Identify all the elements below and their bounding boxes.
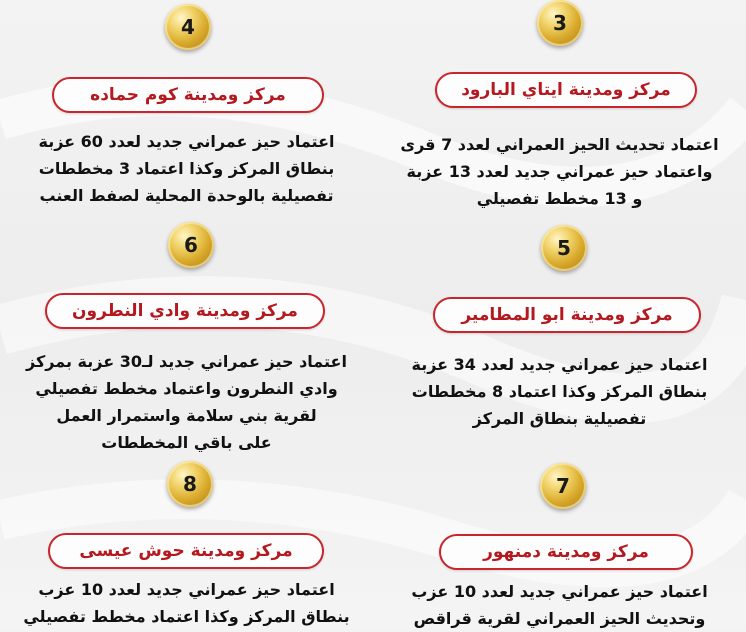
item-title: مركز ومدينة وادي النطرون [45,293,325,329]
description-line: اعتماد حيز عمراني جديد لـ30 عزبة بمركز [26,352,347,371]
item-title: مركز ومدينة ايتاي البارود [435,72,697,108]
description-line: وتحديث الحيز العمراني لقرية قراقص [413,609,706,628]
description-line: اعتماد حيز عمراني جديد لعدد 10 عزب [38,580,335,599]
number-badge [168,222,214,268]
item-title: مركز ومدينة حوش عيسى [48,533,324,569]
badge-number: 4 [181,15,195,39]
description-line: واعتماد حيز عمراني جديد لعدد 13 عزبة [406,162,713,181]
number-badge [167,461,213,507]
description-line: بنطاق المركز وكذا اعتماد مخطط تفصيلي [23,607,350,626]
description-line: تفصيلية بالوحدة المحلية لصفط العنب [39,186,334,205]
number-badge [537,0,583,46]
item-description [0,576,373,630]
description-line: على باقي المخططات [101,433,272,452]
item-title: مركز ومدينة دمنهور [439,534,693,570]
item-description [373,131,746,212]
badge-number: 8 [183,472,197,496]
badge-number: 3 [553,11,567,35]
item-description [0,348,373,456]
number-badge [541,225,587,271]
description-line: و 13 مخطط تفصيلي [476,189,643,208]
description-line: بنطاق المركز وكذا اعتماد 8 مخططات [411,382,708,401]
badge-number: 7 [556,474,570,498]
number-badge [540,463,586,509]
description-line: لقرية بني سلامة واستمرار العمل [56,406,317,425]
description-line: بنطاق المركز وكذا اعتماد 3 مخططات [38,159,335,178]
description-line: اعتماد تحديث الحيز العمراني لعدد 7 قرى [400,135,719,154]
item-description [373,578,746,632]
description-line: تفصيلية بنطاق المركز [472,409,647,428]
item-title: مركز ومدينة ابو المطامير [433,297,701,333]
description-line: اعتماد حيز عمراني جديد لعدد 60 عزبة [38,132,335,151]
number-badge [165,4,211,50]
description-line: اعتماد حيز عمراني جديد لعدد 10 عزب [411,582,708,601]
description-line: وادي النطرون واعتماد مخطط تفصيلي [35,379,338,398]
item-description [373,351,746,432]
badge-number: 6 [184,233,198,257]
item-description [0,128,373,209]
item-title: مركز ومدينة كوم حماده [52,77,324,113]
badge-number: 5 [557,236,571,260]
description-line: اعتماد حيز عمراني جديد لعدد 34 عزبة [411,355,708,374]
